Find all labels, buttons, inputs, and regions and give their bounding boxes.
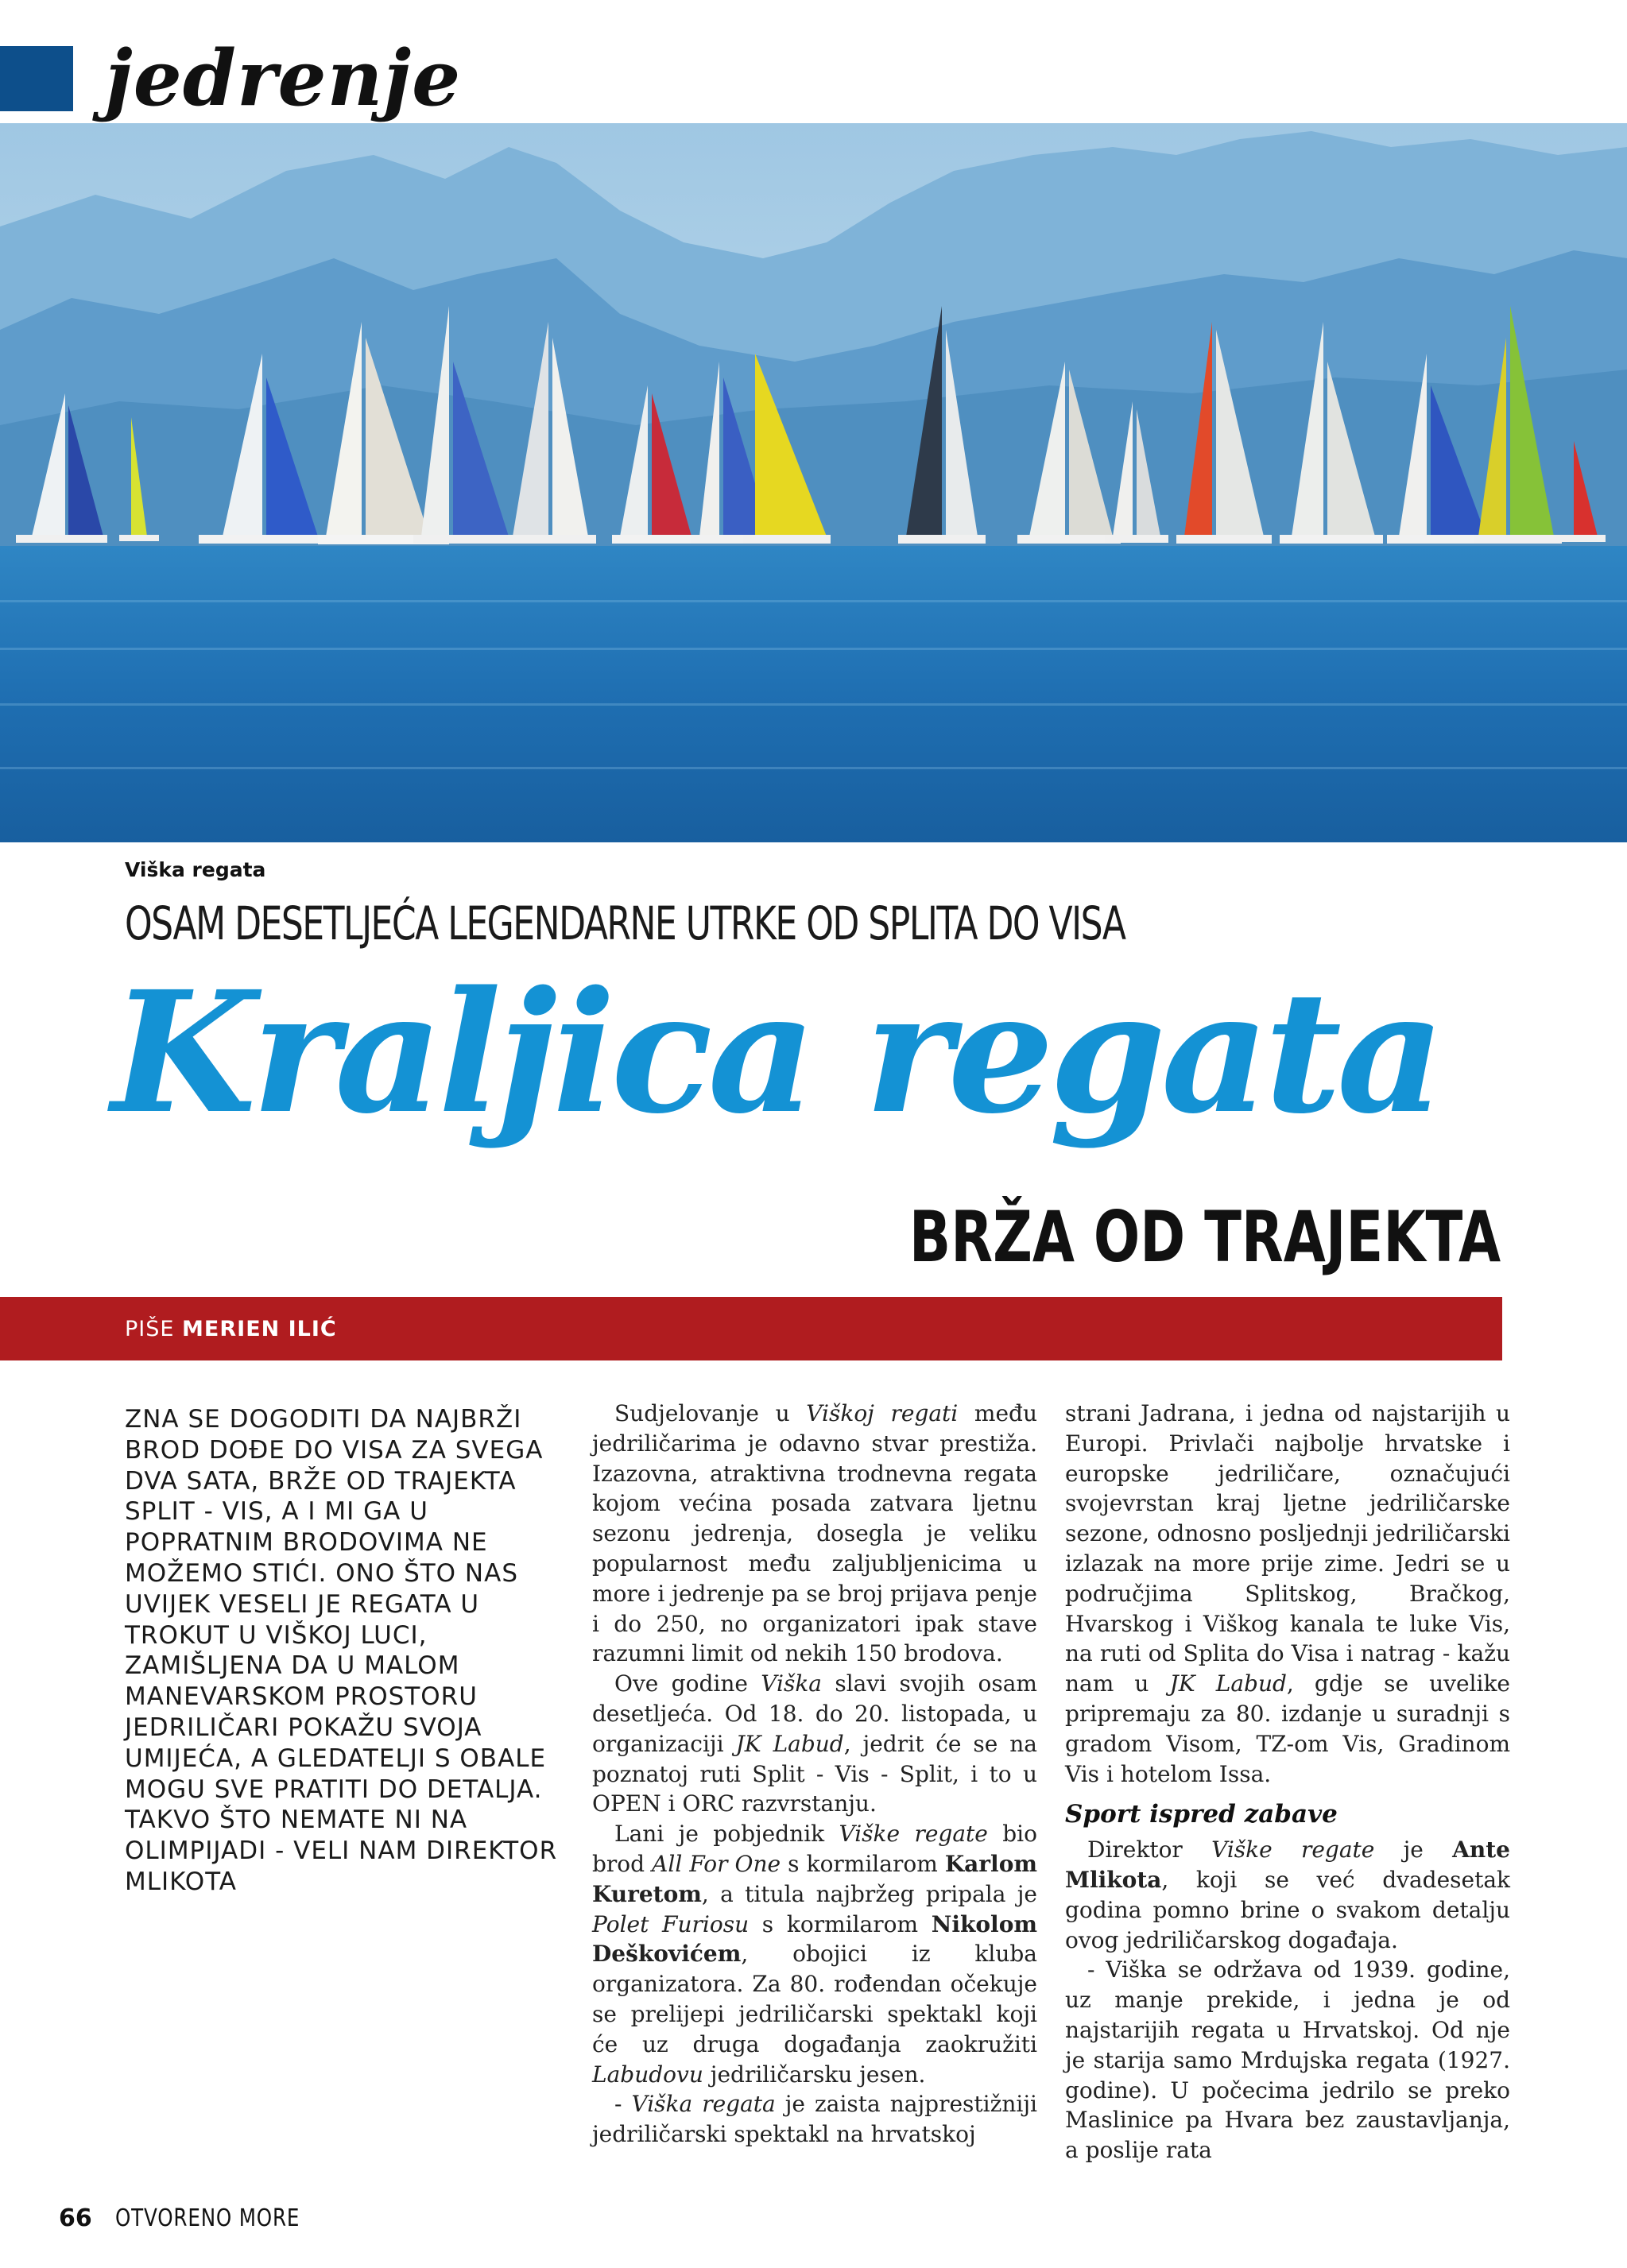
section-tag [0,33,462,123]
body-column-3 [1065,1399,1510,2165]
section-subheading: Sport ispred zabave [1065,1800,1338,1829]
page-footer [59,2204,341,2232]
paragraph: Sudjelovanje u Viškoj regati među jedriličarima je odavno stvar prestiža. Izazovna, atraktivna trodnevna regata kojom većina posada zatvara ljetnu sezonu jedrenja, dosegla je veliku popularnost među zaljubljenicima u more i jedrenje pa se broj prijava penje i do 250, no organizatori ipak stave razumni limit od nekih 150 brodova. [592,1400,1037,1667]
paragraph: - Viška se održava od 1939. godine, uz manje prekide, i jedna je od najstarijih regata u Hrvatskoj. Od nje je starija samo Mrdujska regata (1927. godine). U počecima jedrilo se preko Maslinice pa Hvara bez zaustavljanja, a poslije rata [1065,1956,1510,2164]
article-subhead: BRŽA OD TRAJEKTA [908,1196,1501,1278]
byline [125,1317,337,1341]
paragraph: Lani je pobjednik Viške regate bio brod All For One s kormilarom Karlom Kuretom, a titula najbržeg pripala je Polet Furiosu s kormilarom Nikolom Deškovićem, obojici iz kluba organizatora. Za 80. rođendan očekuje se prelijepi jedriličarski spektakl koji će uz druga događanja zaokružiti Labudovu jedriličarsku jesen. [592,1821,1037,2088]
section-color-block [0,46,73,111]
regatta-photo [0,123,1627,842]
paragraph: Direktor Viške regate je Ante Mlikota, koji se već dvadesetak godina pomno brine o svakom detalju ovog jedriličarskog događaja. [1065,1836,1510,1953]
article-headline: Kraljica regata [111,954,1441,1151]
byline-author: MERIEN ILIĆ [182,1316,337,1341]
hero-photo [0,123,1627,842]
paragraph: Ove godine Viška slavi svojih osam desetljeća. Od 18. do 20. listopada, u organizaciji JK Labud, jedrit će se na poznatoj ruti Split - Vis - Split, i to u OPEN i ORC razvrstanju. [592,1670,1038,1817]
page-number: 66 [59,2204,92,2232]
article-kicker: OSAM DESETLJEĆA LEGENDARNE UTRKE OD SPLITA DO VISA [125,896,1125,950]
sea [0,546,1627,842]
body-column-2 [592,1399,1037,2150]
publication-name: OTVORENO MORE [115,2204,300,2232]
byline-prefix: PIŠE [125,1316,175,1341]
photo-caption: Viška regata [125,858,266,881]
article-intro: ZNA SE DOGODITI DA NAJBRŽI BROD DOĐE DO VISA ZA SVEGA DVA SATA, BRŽE OD TRAJEKTA SPLIT - VIS, A I MI GA U POPRATNIM BRODOVIMA NE MOŽEMO STIĆI. ONO ŠTO NAS UVIJEK VESELI JE REGATA U TROKUT U VIŠKOJ LUCI, ZAMIŠLJENA DA U MALOM MANEVARSKOM PROSTORU JEDRILIČARI POKAŽU SVOJA UMIJEĆA, A GLEDATELJI S OBALE MOGU SVE PRATITI DO DETALJA. TAKVO ŠTO NEMATE NI NA OLIMPIJADI - VELI NAM DIREKTOR MLIKOTA [125,1405,558,1896]
paragraph: strani Jadrana, i jedna od najstarijih u Europi. Privlači najbolje hrvatske i europske jedriličare, označujući svojevrstan kraj ljetne jedriličarske sezone, odnosno posljednji jedriličarski izlazak na more prije zime. Jedri se u područjima Splitskog, Bračkog, Hvarskog i Viškog kanala te luke Vis, na ruti od Splita do Visa i natrag - kažu nam u JK Labud, gdje se uvelike pripremaju za 80. izdanje u suradnji s gradom Visom, TZ-om Vis, Gradinom Vis i hotelom Issa. [1065,1400,1510,1787]
paragraph: - Viška regata je zaista najprestižniji jedriličarski spektakl na hrvatskoj [592,2091,1037,2148]
section-label: jedrenje [105,33,462,123]
byline-bar [0,1297,1502,1360]
